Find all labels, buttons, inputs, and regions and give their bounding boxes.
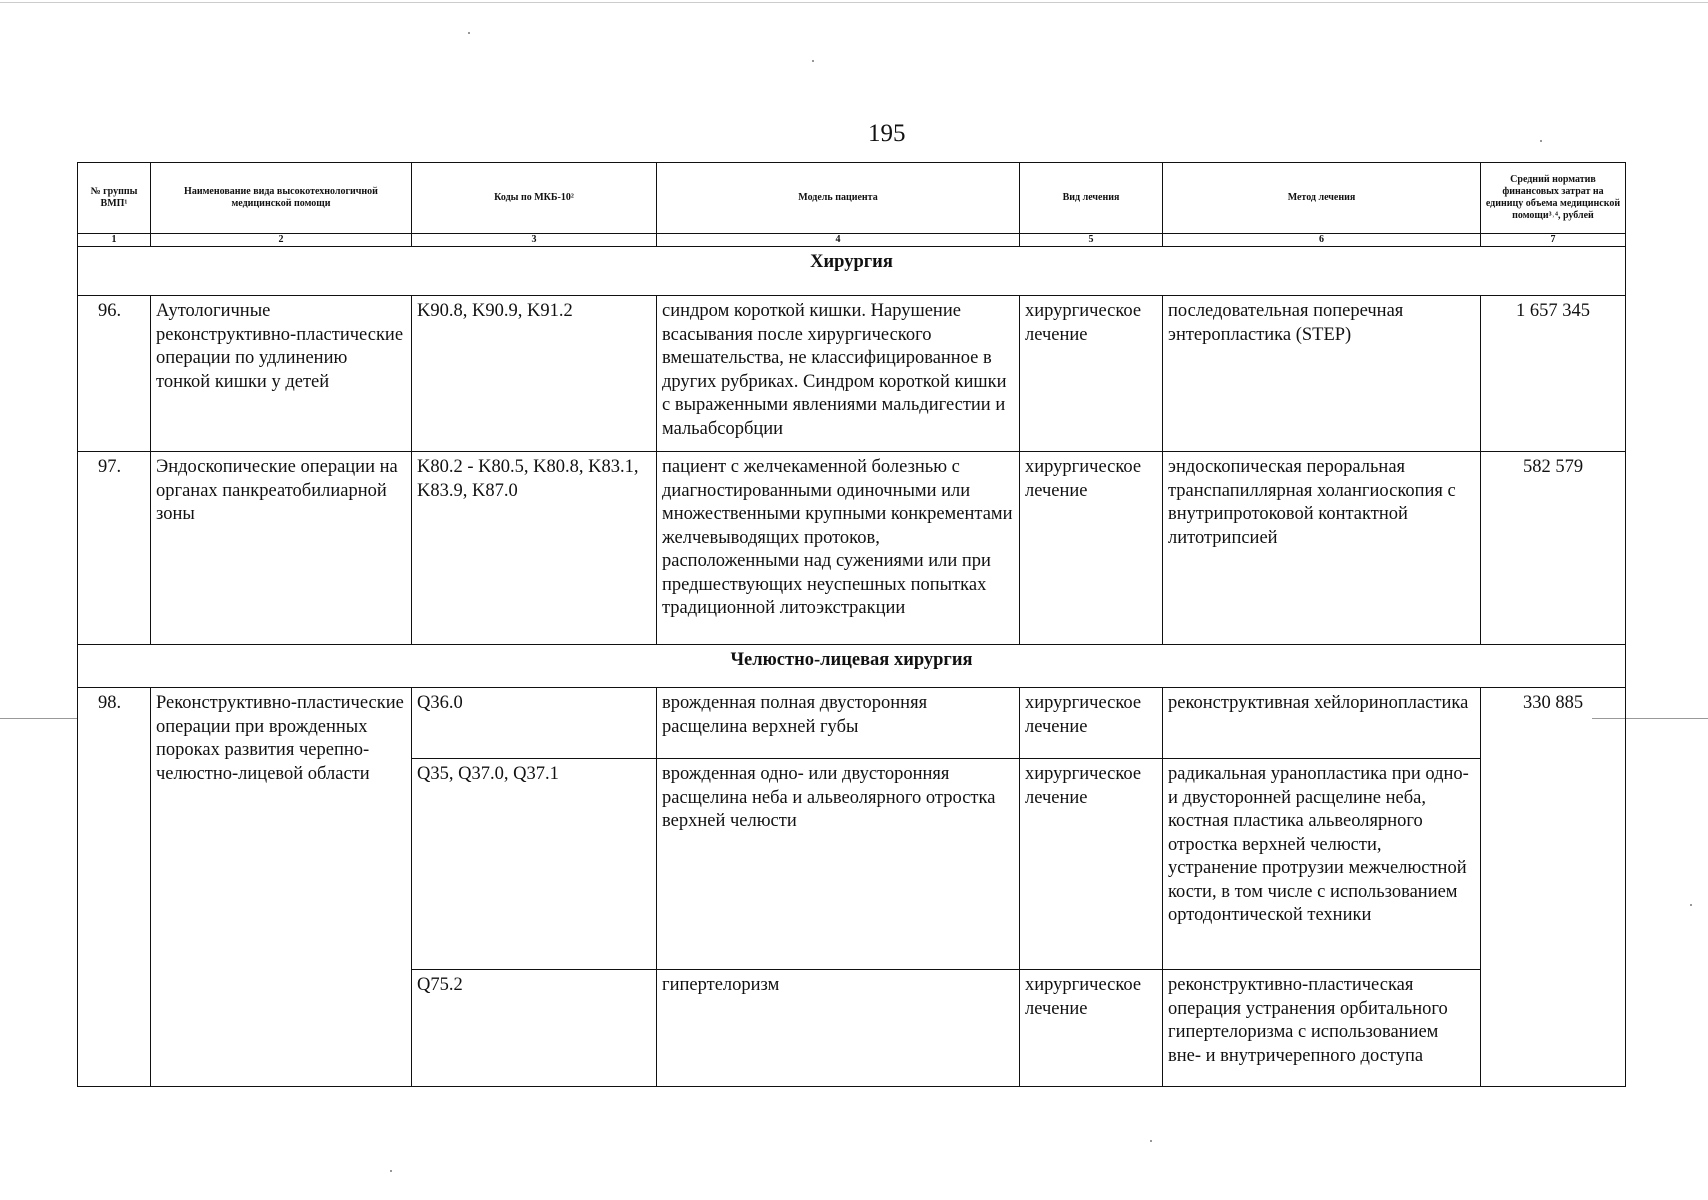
col-header-cost: Средний норматив финансовых затрат на единицу объема медицинской помощи³˒⁴, рублей [1481,163,1626,234]
patient-model: гипертелоризм [657,970,1020,1087]
col-number: 1 [78,234,151,247]
scan-speck [1150,1140,1152,1142]
care-type-name: Аутологичные реконструктивно-пластические операции по удлинению тонкой кишки у детей [151,296,412,452]
table-row [78,452,1626,645]
patient-model: пациент с желчекаменной болезнью с диагностированными одиночными или множественными крупными конкрементами желчевыводящих протоков, расположенными над сужениями или при предшествующих неуспешных попытках традиционной литоэкстракции [657,452,1020,645]
patient-model: врожденная одно- или двусторонняя расщелина неба и альвеолярного отростка верхней челюсти [657,759,1020,970]
icd-codes: Q36.0 [412,688,657,759]
cost-standard: 330 885 [1481,688,1626,1087]
scan-artifact-line [0,718,77,719]
treatment-type: хирургическое лечение [1020,296,1163,452]
col-number: 2 [151,234,412,247]
cost-standard: 582 579 [1481,452,1626,645]
vmp-table [77,162,1626,1087]
col-header-name: Наименование вида высокотехнологичной медицинской помощи [151,163,412,234]
treatment-method: реконструктивная хейлоринопластика [1163,688,1481,759]
page-number: 195 [868,120,906,147]
cost-standard: 1 657 345 [1481,296,1626,452]
col-header-type: Вид лечения [1020,163,1163,234]
scan-speck [390,1170,392,1172]
col-header-group: № группы ВМП¹ [78,163,151,234]
table-row [78,688,1626,759]
col-number: 4 [657,234,1020,247]
scan-speck [812,60,814,62]
icd-codes: K90.8, K90.9, K91.2 [412,296,657,452]
treatment-method: эндоскопическая пероральная транспапиллярная холангиоскопия с внутрипротоковой контактной литотрипсией [1163,452,1481,645]
treatment-method: радикальная уранопластика при одно- и двусторонней расщелине неба, костная пластика альвеолярного отростка верхней челюсти, устранение протрузии межчелюстной кости, в том числе с использованием ортодонтической техники [1163,759,1481,970]
treatment-type: хирургическое лечение [1020,970,1163,1087]
scan-speck [468,32,470,34]
treatment-method: реконструктивно-пластическая операция устранения орбитального гипертелоризма с использованием вне- и внутричерепного доступа [1163,970,1481,1087]
icd-codes: K80.2 - K80.5, K80.8, K83.1, K83.9, K87.0 [412,452,657,645]
col-header-model: Модель пациента [657,163,1020,234]
group-number: 97. [78,452,151,645]
treatment-method: последовательная поперечная энтеропластика (STEP) [1163,296,1481,452]
treatment-type: хирургическое лечение [1020,452,1163,645]
col-number: 6 [1163,234,1481,247]
patient-model: врожденная полная двусторонняя расщелина верхней губы [657,688,1020,759]
treatment-type: хирургическое лечение [1020,688,1163,759]
icd-codes: Q75.2 [412,970,657,1087]
col-number: 5 [1020,234,1163,247]
scan-speck [1540,140,1542,142]
table-row [78,296,1626,452]
section-title-surgery: Хирургия [78,247,1626,296]
section-row [78,645,1626,688]
col-number: 7 [1481,234,1626,247]
col-header-method: Метод лечения [1163,163,1481,234]
group-number: 98. [78,688,151,1087]
scan-speck [1690,904,1692,906]
patient-model: синдром короткой кишки. Нарушение всасывания после хирургического вмешательства, не классифицированное в других рубриках. Синдром короткой кишки с выраженными явлениями мальдигестии и мальабсорбции [657,296,1020,452]
section-title-maxillofacial: Челюстно-лицевая хирургия [78,645,1626,688]
care-type-name: Реконструктивно-пластические операции при врожденных пороках развития черепно-челюстно-лицевой области [151,688,412,1087]
treatment-type: хирургическое лечение [1020,759,1163,970]
care-type-name: Эндоскопические операции на органах панкреатобилиарной зоны [151,452,412,645]
group-number: 96. [78,296,151,452]
section-row [78,247,1626,296]
column-number-row [78,234,1626,247]
icd-codes: Q35, Q37.0, Q37.1 [412,759,657,970]
table-header-row [78,163,1626,234]
col-number: 3 [412,234,657,247]
col-header-codes: Коды по МКБ-10² [412,163,657,234]
scan-edge-line [0,2,1708,3]
